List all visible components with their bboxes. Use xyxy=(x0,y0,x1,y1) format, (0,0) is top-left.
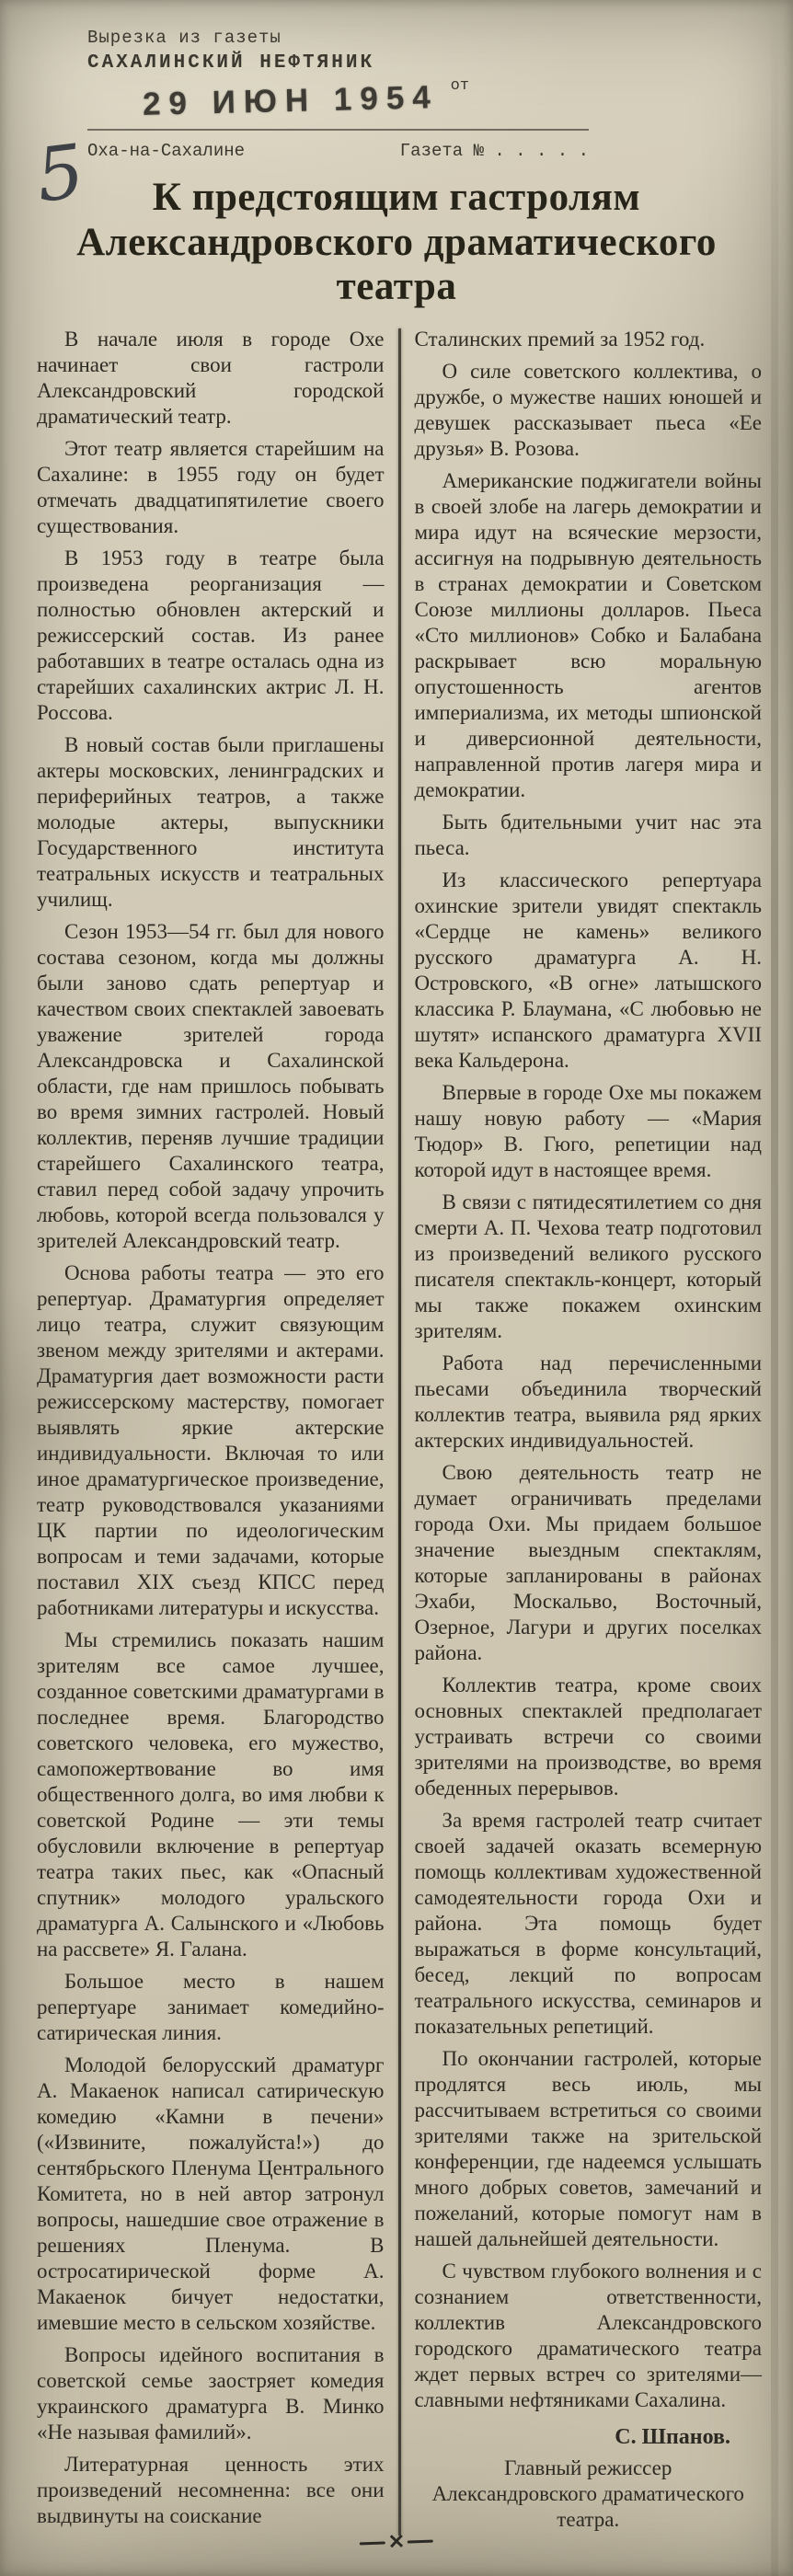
place-label: Оха-на-Сахалине xyxy=(87,141,246,161)
pen-mark-cross: ✕ xyxy=(387,2529,406,2554)
date-stamp-row xyxy=(87,75,589,131)
article-paragraph: В 1953 году в театре была произведена реорганизация — полностью обновлен актерский и режиссерский состав. Из ранее работавших в театре осталась одна из старейших сахалинских актрис Л. Н. Россова. xyxy=(37,546,385,724)
article-paragraph: О силе советского коллектива, о дружбе, о мужестве наших юношей и девушек рассказывает пьеса «Ее друзья» В. Розова. xyxy=(414,359,762,460)
left-column xyxy=(37,327,385,2536)
article-paragraph: Коллектив театра, кроме своих основных спектаклей предполагает устраивать встречи со своими зрителями на производстве, во время обеденных перерывов. xyxy=(414,1673,762,1800)
article-paragraph: За время гастролей театр считает своей задачей оказать всемерную помощь коллективам художественной самодеятельности города Охи и района. Эта помощь будет выражаться в форме консультаций, бесед, лекций по вопросам театрального искусства, семинаров и показательных репетиций. xyxy=(414,1808,762,2038)
article-title xyxy=(18,176,775,310)
article-paragraph: Литературная ценность этих произведений несомненна: все они выдвинуты на соискание xyxy=(37,2452,385,2527)
article-paragraph: Молодой белорусский драматург А. Макаенок написал сатирическую комедию «Камни в печени» («Извините, пожалуйста!») до сентябрьского Пленума Центрального Комитета, но в ней автор затронул вопросы, нашедшие свое отражение в решениях Пленума. В остросатирической форме А. Макаенок бичует недостатки, имевшие место в сельском хозяйстве. xyxy=(37,2053,385,2334)
author-signature: С. Шпанов. xyxy=(615,2424,730,2449)
article-paragraph: Вопросы идейного воспитания в советской семье заостряет комедия украинского драматурга В. Минко «Не называя фамилий». xyxy=(37,2342,385,2444)
article-paragraph: Сезон 1953—54 гг. был для нового состава сезоном, когда мы должны были заново сдать репертуар и качеством своих спектаклей завоевать уважение зрителей города Александровска и Сахалинской области, где нам пришлось побывать во время зимних гастролей. Новый коллектив, переняв лучшие традиции старейшего Сахалинского театра, ставил перед собой задачу упрочить любовь, которой всегда пользовался у зрителей Александровский театр. xyxy=(37,919,385,1252)
issue-number-label: Газета № . . . . . xyxy=(399,141,589,161)
article-paragraph: В начале июля в городе Охе начинает свои гастроли Александровский городской драматический театр. xyxy=(37,327,385,428)
pen-mark-left-stroke xyxy=(360,2541,385,2545)
date-stamp: 29 ИЮН 1954 xyxy=(142,79,440,122)
scan-edge-shadow xyxy=(771,0,778,2576)
right-column-text xyxy=(415,327,763,2413)
article-paragraph: Основа работы театра — это его репертуар. Драматургия определяет лицо театра, служит связующим звеном между зрителями и актерами. Драматургия дает возможности расти режиссерскому мастерству, помогает выявлять яркие актерские индивидуальности. Включая то или иное драматургическое произведение, театр руководствовался указаниями ЦК партии по идеологическим вопросам и теми задачами, которые поставил XIX съезд КПСС перед работниками литературы и искусства. xyxy=(37,1260,385,1619)
article-paragraph: Быть бдительными учит нас эта пьеса. xyxy=(414,810,762,859)
article-paragraph: Сталинских премий за 1952 год. xyxy=(414,327,706,351)
column-rule xyxy=(398,328,401,2536)
article-paragraph: Впервые в городе Охе мы покажем нашу новую работу — «Мария Тюдор» В. Гюго, репетиции над которой идут в настоящее время. xyxy=(414,1080,762,1181)
article-title-line-3: театра xyxy=(336,265,457,309)
article-paragraph: Мы стремились показать нашим зрителям все самое лучшее, созданное советскими драматургами в последнее время. Благородство советского человека, его мужество, самопожертвование во имя общественного долга, во имя любви к советской Родине — эти темы обусловили включение в репертуар театра таких пьес, как «Опасный спутник» молодого уральского драматурга А. Салынского и «Любовь на рассвете» Я. Галана. xyxy=(37,1627,385,1961)
article-paragraph: Этот театр является старейшим на Сахалине: в 1955 году он будет отмечать двадцатипятилетие своего существования. xyxy=(37,436,385,537)
article-paragraph: Большое место в нашем репертуаре занимает комедийно-сатирическая линия. xyxy=(37,1969,385,2044)
pen-mark-right-stroke xyxy=(408,2539,433,2543)
handwritten-margin-mark: 5 xyxy=(31,128,89,219)
article-paragraph: Из классического репертуара охинские зрители увидят спектакль «Сердце не камень» великого русского драматурга А. Н. Островского, «В огне» латышского классика Р. Блаумана, «С любовью не шутят» испанского драматурга XVII века Кальдерона. xyxy=(414,868,762,1072)
article-paragraph: В связи с пятидесятилетием со дня смерти А. П. Чехова театр подготовил из произведений великого русского писателя спектакль-концерт, который мы также покажем охинским зрителям. xyxy=(414,1190,762,1342)
article-paragraph: В новый состав были приглашены актеры московских, ленинградских и периферийных театров, а также молодые актеры, выпускники Государственного института театральных искусств и театральных училищ. xyxy=(37,732,385,911)
left-column-text xyxy=(37,327,385,2529)
newspaper-name: САХАЛИНСКИЙ НЕФТЯНИК xyxy=(87,52,375,74)
article-paragraph: С чувством глубокого волнения и с сознанием ответственности, коллектив Александровского городского драматического театра ждет первых встреч со зрителями—славными нефтяниками Сахалина. xyxy=(414,2259,762,2411)
article-paragraph: Работа над перечисленными пьесами объединила творческий коллектив театра, выявила ряд ярких актерских индивидуальностей. xyxy=(414,1351,762,1452)
author-byline: Главный режиссер Александровского драматического театра. xyxy=(431,2455,744,2531)
article-body xyxy=(37,327,762,2536)
clipping-header xyxy=(87,0,589,161)
article-title-line-2: Александровского драматического xyxy=(76,220,717,264)
stamp-prefix-label: от xyxy=(450,77,469,95)
place-row xyxy=(87,141,589,161)
article-paragraph: По окончании гастролей, которые продлятся весь июль, мы рассчитываем встретиться со своими зрителями также на зрительской конференции, где надеемся услышать много добрых советов, замечаний и пожеланий, которые помогут нам в нашей дальнейшей деятельности. xyxy=(414,2046,762,2250)
right-column xyxy=(415,327,763,2536)
pen-mark xyxy=(359,2531,433,2554)
article-title-line-1: К предстоящим гастролям xyxy=(152,176,641,219)
clipping-label: Вырезка из газеты xyxy=(87,28,282,48)
article-paragraph: Американские поджигатели войны в своей злобе на лагерь демократии и мира идут на всяческие мерзости, ассигнуя на подрывную деятельность в странах демократии и Советском Союзе миллионы долларов. Пьеса «Сто миллионов» Собко и Балабана раскрывает всю моральную опустошенность агентов империализма, их методы шпионской и диверсионной деятельности, направленной против лагеря мира и демократии. xyxy=(414,468,762,801)
article-paragraph: Свою деятельность театр не думает ограничивать пределами города Охи. Мы придаем большое значение выездным спектаклям, которые запланированы в районах Эхаби, Москальво, Восточный, Озерное, Лагури и других поселках района. xyxy=(414,1460,762,1664)
